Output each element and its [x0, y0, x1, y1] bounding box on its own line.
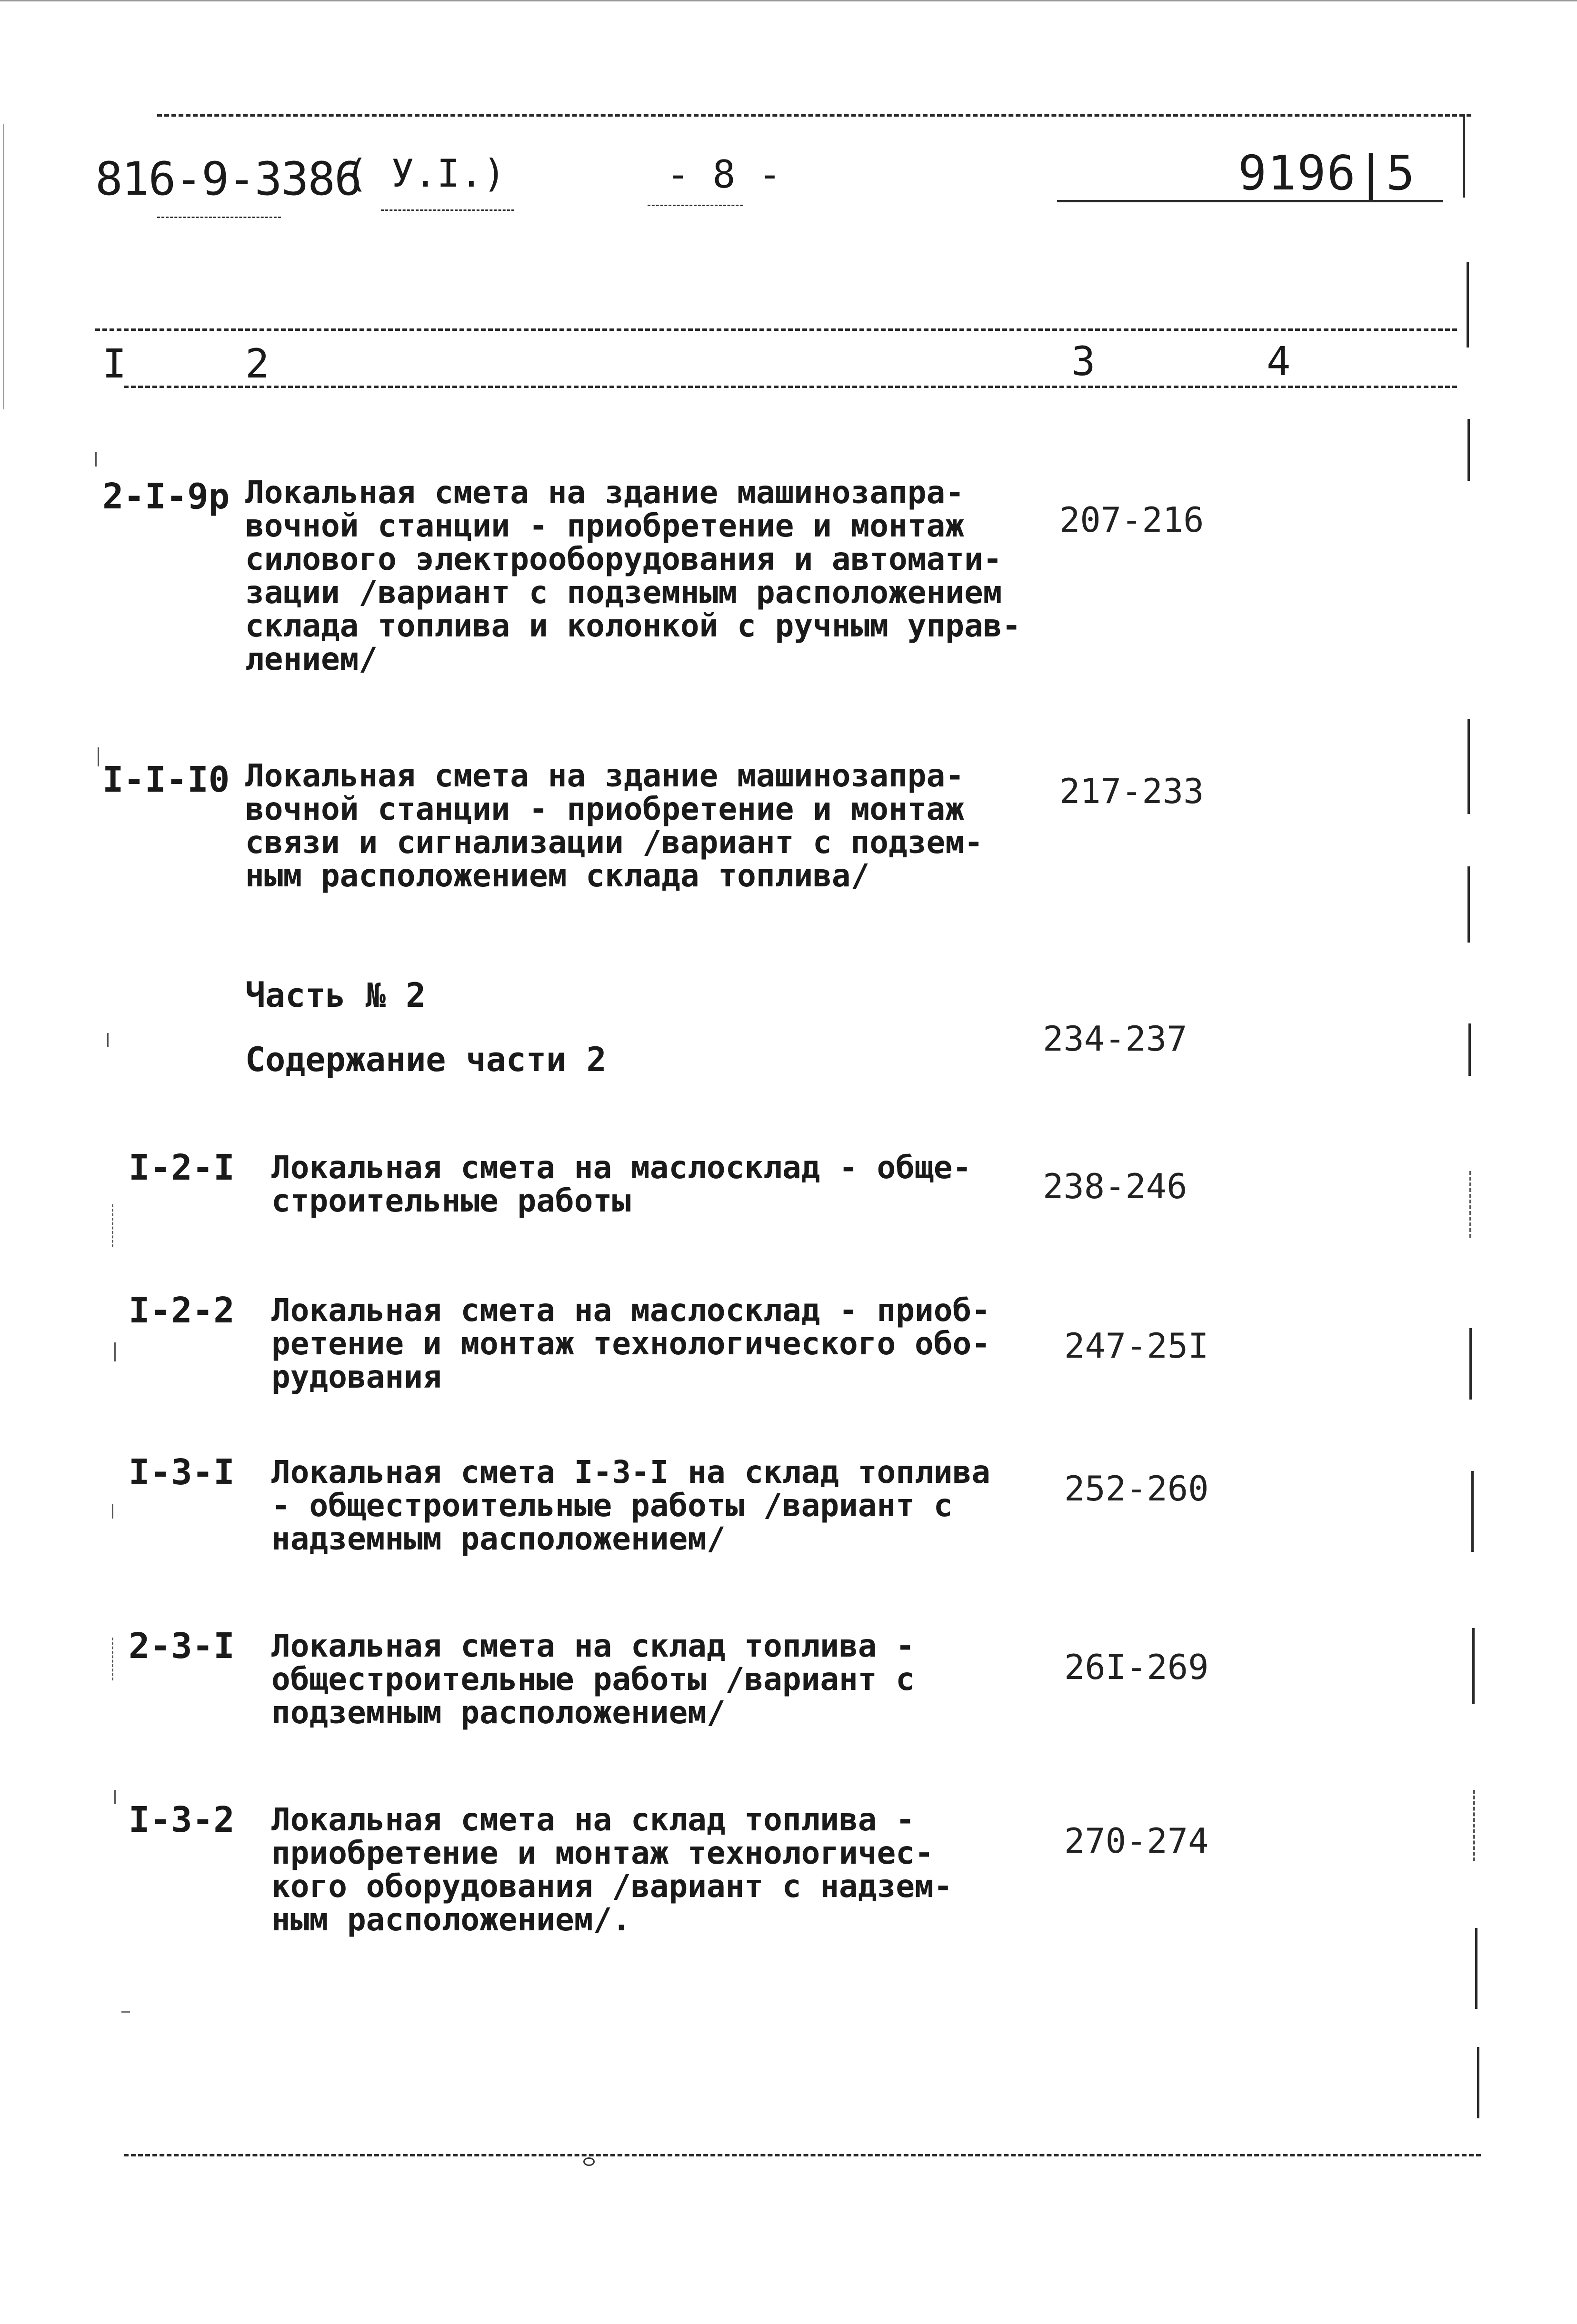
- item-description: Локальная смета на маслосклад - приоб- ретение и монтаж технологического обо- рудования: [271, 1292, 990, 1395]
- right-border-1: [1467, 262, 1469, 348]
- sheet-number: 9196|5: [1238, 145, 1416, 201]
- left-tick-5: [114, 1342, 116, 1361]
- item-code: I-2-2: [129, 1290, 235, 1331]
- item-pages: 252-260: [1064, 1469, 1209, 1509]
- header-top-rule: [157, 114, 1471, 117]
- item-code: 2-3-I: [129, 1626, 235, 1667]
- contents-pages: 234-237: [1043, 1019, 1188, 1059]
- document-variant: ( У.I.): [345, 151, 506, 196]
- item-description: Локальная смета на маслосклад - обще- строительные работы: [271, 1149, 972, 1219]
- page-number: - 8 -: [667, 152, 781, 197]
- document-code: 816-9-3386: [95, 152, 361, 206]
- item-code: I-3-2: [129, 1799, 235, 1840]
- right-border-2: [1467, 419, 1470, 481]
- item-description: Локальная смета на склад топлива - общестроительные работы /вариант с подземным расположением/: [271, 1628, 915, 1731]
- left-tick-7: [112, 1638, 113, 1680]
- right-border-5: [1468, 1023, 1471, 1076]
- header-underline-mid: [381, 209, 514, 211]
- item-code: I-3-I: [129, 1452, 235, 1493]
- column-header-top-rule: [95, 328, 1457, 331]
- item-code: 2-I-9р: [102, 476, 230, 517]
- left-tick-1: [95, 452, 97, 467]
- left-scan-edge: [3, 124, 4, 409]
- right-border-7: [1469, 1328, 1472, 1400]
- contents-title: Содержание части 2: [245, 1040, 607, 1079]
- item-pages: 270-274: [1064, 1821, 1209, 1861]
- left-tick-2: [98, 747, 99, 766]
- header-right-border: [1463, 114, 1465, 198]
- bottom-rule-circle-mark: [583, 2157, 595, 2166]
- column-4-label: 4: [1267, 338, 1291, 385]
- column-2-label: 2: [245, 340, 269, 387]
- header-underline-center: [648, 205, 743, 206]
- item-description: Локальная смета I-3-I на склад топлива - общестроительные работы /вариант с надземным расположением/: [271, 1454, 990, 1557]
- top-scan-edge: [0, 0, 1577, 1]
- right-border-11: [1475, 1928, 1477, 2009]
- item-pages: 238-246: [1043, 1166, 1188, 1206]
- column-header-bottom-rule: [124, 386, 1457, 388]
- item-description: Локальная смета на склад топлива - приобретение и монтаж технологичес- кого оборудования /вариант с надзем- ным расположением/.: [271, 1801, 953, 1938]
- part-title: Часть № 2: [245, 976, 426, 1015]
- item-description: Локальная смета на здание машинозапра- вочной станции - приобретение и монтаж силового электрооборудования и автомати- зации /вариант с подземным расположением склада топлива и колонкой с ручным управ- лением/: [245, 474, 1021, 677]
- bottom-rule: [124, 2154, 1481, 2156]
- right-border-12: [1477, 2047, 1479, 2118]
- left-tick-4: [112, 1204, 113, 1247]
- right-border-8: [1471, 1471, 1474, 1552]
- item-pages: 26I-269: [1064, 1647, 1209, 1687]
- left-tick-8: [114, 1790, 116, 1804]
- column-3-label: 3: [1071, 338, 1096, 385]
- item-pages: 217-233: [1059, 771, 1204, 811]
- right-border-10: [1473, 1790, 1475, 1861]
- right-border-9: [1472, 1628, 1475, 1704]
- item-code: I-2-I: [129, 1147, 235, 1188]
- item-description: Локальная смета на здание машинозапра- вочной станции - приобретение и монтаж связи и сигнализации /вариант с подзем- ным расположением склада топлива/: [245, 757, 983, 894]
- left-tick-6: [112, 1504, 113, 1519]
- item-pages: 207-216: [1059, 500, 1204, 540]
- right-border-3: [1467, 719, 1470, 814]
- right-border-4: [1467, 866, 1470, 943]
- item-pages: 247-25I: [1064, 1326, 1209, 1366]
- left-stray-mark: [121, 2011, 130, 2013]
- left-tick-3: [107, 1033, 109, 1047]
- item-code: I-I-I0: [102, 759, 230, 800]
- header-underline-right: [1057, 200, 1443, 202]
- header-underline-left: [157, 217, 281, 218]
- column-1-label: I: [102, 340, 127, 387]
- right-border-6: [1469, 1171, 1471, 1238]
